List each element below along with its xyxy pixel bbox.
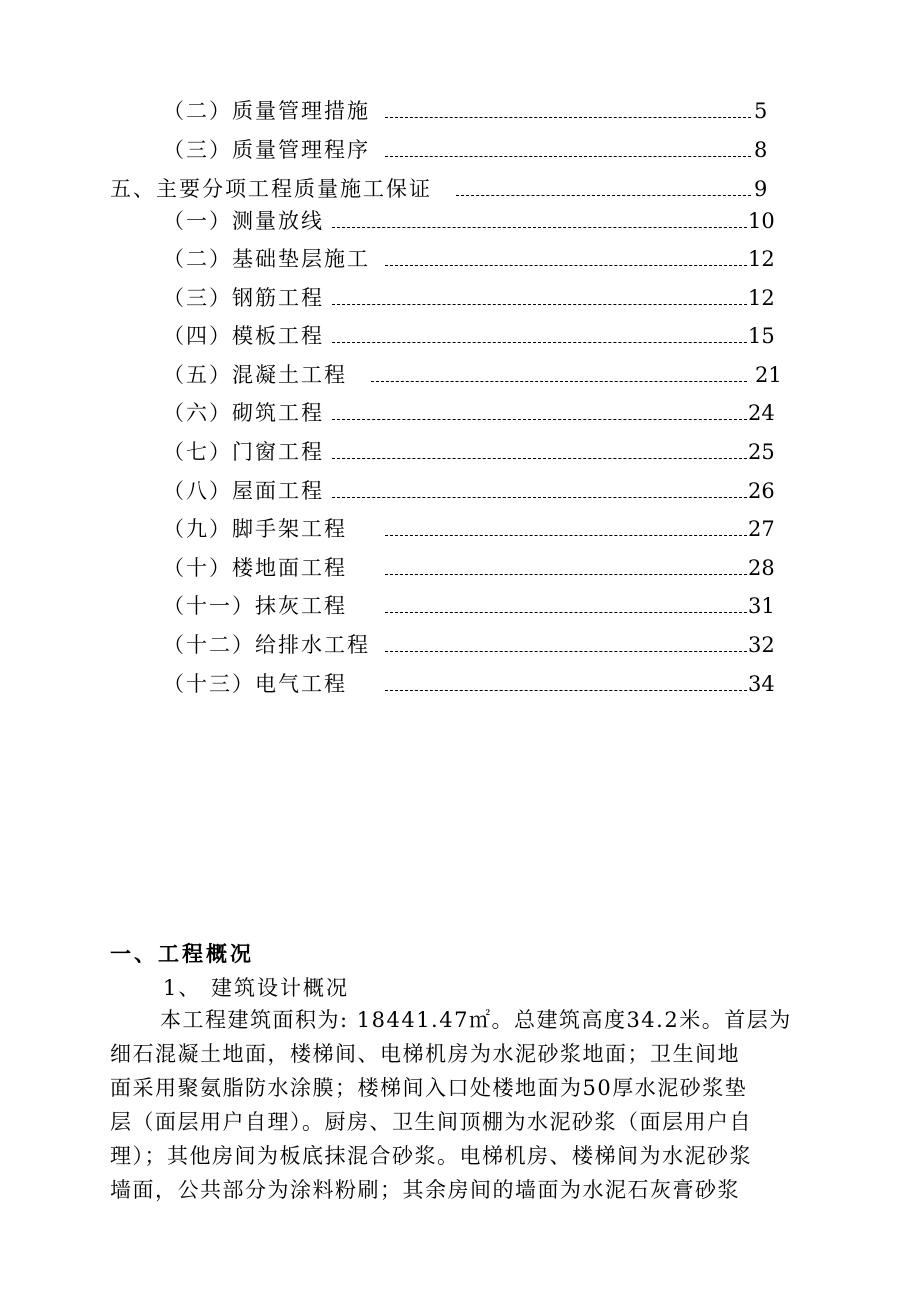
sub-heading-title: 建筑设计概况 xyxy=(211,976,349,1000)
toc-page-number: 12 xyxy=(748,247,775,271)
toc-page-number: 25 xyxy=(748,440,775,464)
paragraph-line: 墙面，公共部分为涂料粉刷；其余房间的墙面为水泥石灰膏砂浆 xyxy=(110,1178,740,1202)
toc-leader xyxy=(332,342,747,343)
toc-leader xyxy=(385,574,747,575)
toc-page-number: 8 xyxy=(754,138,768,162)
toc-page-number: 34 xyxy=(748,672,775,696)
toc-page-number: 27 xyxy=(748,517,775,541)
toc-title: （十二）给排水工程 xyxy=(163,633,370,657)
toc-title: （三）质量管理程序 xyxy=(163,138,370,162)
toc-title: （四）模板工程 xyxy=(163,324,324,348)
toc-entry[interactable] xyxy=(163,317,783,355)
toc-page-number: 26 xyxy=(748,479,775,503)
toc-entry[interactable] xyxy=(163,665,783,703)
toc-title: （一）测量放线 xyxy=(163,209,324,233)
toc-page-number: 12 xyxy=(748,286,775,310)
toc-entry[interactable] xyxy=(163,279,783,317)
toc-title: （三）钢筋工程 xyxy=(163,286,324,310)
toc-entry[interactable] xyxy=(163,433,783,471)
toc-leader xyxy=(385,156,751,157)
toc-leader xyxy=(385,612,747,613)
toc-entry[interactable] xyxy=(163,510,783,548)
toc-leader xyxy=(456,195,751,196)
toc-page-number: 5 xyxy=(754,99,768,123)
toc-title: （十三）电气工程 xyxy=(163,672,347,696)
toc-title: （二）基础垫层施工 xyxy=(163,247,370,271)
toc-leader xyxy=(332,497,747,498)
toc-page-number: 9 xyxy=(754,177,768,201)
section-heading: 一、工程概况 xyxy=(110,941,254,966)
toc-entry[interactable] xyxy=(163,131,773,169)
toc-leader xyxy=(332,304,747,305)
toc-leader xyxy=(385,690,747,691)
toc-entry[interactable] xyxy=(163,202,783,240)
toc-entry[interactable] xyxy=(163,626,783,664)
toc-title: 五、主要分项工程质量施工保证 xyxy=(110,177,432,201)
toc-leader xyxy=(332,458,747,459)
toc-page-number: 21 xyxy=(755,363,782,387)
toc-title: （九）脚手架工程 xyxy=(163,517,347,541)
toc-page-number: 10 xyxy=(748,209,775,233)
toc-page-number: 15 xyxy=(748,324,775,348)
toc-entry[interactable] xyxy=(163,587,783,625)
toc-title: （十一）抹灰工程 xyxy=(163,594,347,618)
toc-leader xyxy=(385,535,747,536)
toc-entry[interactable] xyxy=(163,92,773,130)
toc-page-number: 32 xyxy=(748,633,775,657)
toc-entry[interactable] xyxy=(163,394,783,432)
paragraph-line: 细石混凝土地面，楼梯间、电梯机房为水泥砂浆地面；卫生间地 xyxy=(110,1042,740,1066)
toc-title: （八）屋面工程 xyxy=(163,479,324,503)
toc-page-number: 31 xyxy=(748,594,775,618)
toc-leader xyxy=(385,265,747,266)
toc-leader xyxy=(332,419,747,420)
paragraph-line: 面采用聚氨脂防水涂膜；楼梯间入口处楼地面为50厚水泥砂浆垫 xyxy=(110,1076,748,1100)
paragraph-line: 理）；其他房间为板底抹混合砂浆。电梯机房、楼梯间为水泥砂浆 xyxy=(110,1144,752,1168)
toc-page-number: 28 xyxy=(748,556,775,580)
sub-heading-number: 1、 xyxy=(163,976,202,1000)
toc-leader xyxy=(385,651,747,652)
toc-entry[interactable] xyxy=(163,240,783,278)
paragraph-line: 本工程建筑面积为: 18441.47㎡。总建筑高度34.2米。首层为 xyxy=(160,1008,792,1032)
sub-heading xyxy=(163,972,349,1002)
toc-title: （六）砌筑工程 xyxy=(163,401,324,425)
paragraph-line: 层（面层用户自理）。厨房、卫生间顶棚为水泥砂浆（面层用户自 xyxy=(110,1110,752,1134)
toc-entry[interactable] xyxy=(163,549,783,587)
toc-entry[interactable] xyxy=(163,472,783,510)
toc-title: （十）楼地面工程 xyxy=(163,556,347,580)
toc-title: （二）质量管理措施 xyxy=(163,99,370,123)
toc-leader xyxy=(385,117,751,118)
toc-page-number: 24 xyxy=(748,401,775,425)
toc-title: （五）混凝土工程 xyxy=(163,363,347,387)
toc-leader xyxy=(371,381,747,382)
toc-leader xyxy=(332,227,747,228)
toc-title: （七）门窗工程 xyxy=(163,440,324,464)
toc-entry[interactable] xyxy=(163,356,783,394)
